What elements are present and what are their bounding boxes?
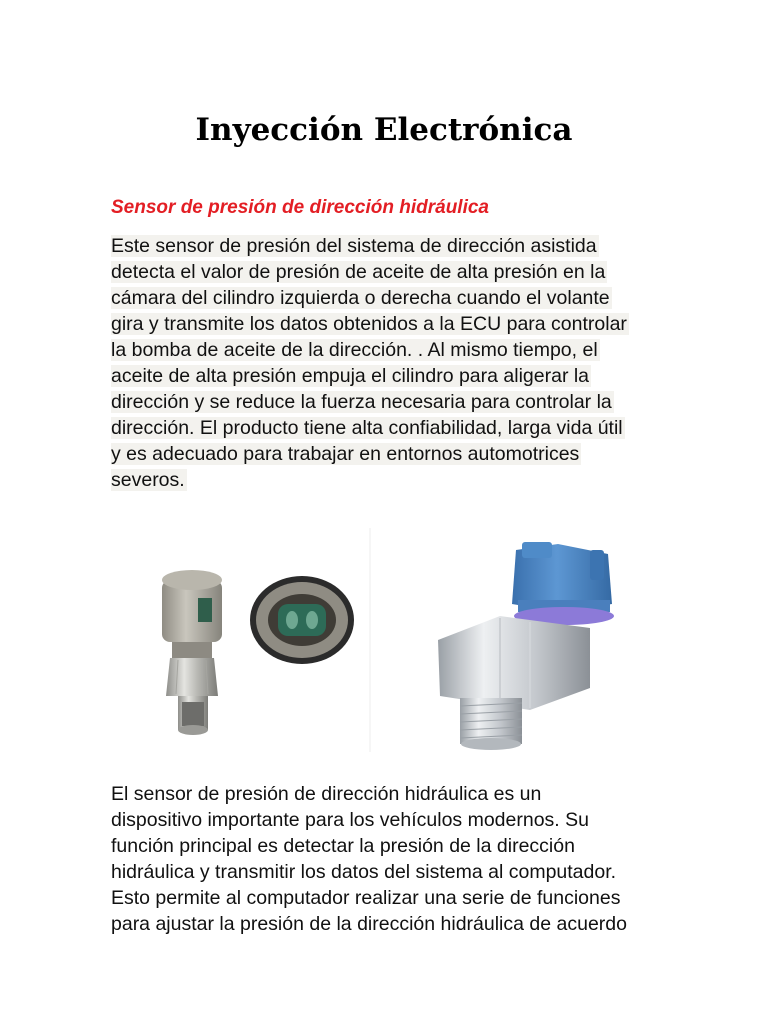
text-line: dirección. El producto tiene alta confiabilidad, larga vida útil [111,417,623,439]
text-line: gira y transmite los datos obtenidos a la ECU para controlar [111,313,627,335]
paragraph-description [111,233,671,493]
page-title: Inyección Electrónica [195,112,573,148]
text-line: función principal es detectar la presión de la dirección [111,835,575,857]
text-line: severos. [111,469,185,491]
text-line: El sensor de presión de dirección hidráulica es un [111,783,542,805]
section-heading: Sensor de presión de dirección hidráulica [111,197,489,218]
connector-face-inset-icon [250,576,354,664]
text-line: detecta el valor de presión de aceite de alta presión en la [111,261,606,283]
sensor-photos-figure [120,520,640,760]
text-line: dirección y se reduce la fuerza necesaria para controlar la [111,391,612,413]
paragraph-explanation [111,781,671,937]
text-line: la bomba de aceite de la dirección. . Al mismo tiempo, el [111,339,598,361]
text-line: Este sensor de presión del sistema de dirección asistida [111,235,597,257]
text-line: hidráulica y transmitir los datos del sistema al computador. [111,861,617,883]
text-line: dispositivo importante para los vehículos modernos. Su [111,809,589,831]
text-line: aceite de alta presión empuja el cilindro para aligerar la [111,365,590,387]
sensor-right-blue-icon [438,542,614,750]
text-line: y es adecuado para trabajar en entornos automotrices [111,443,580,465]
text-line: para ajustar la presión de la dirección hidráulica de acuerdo [111,913,627,935]
text-line: Esto permite al computador realizar una serie de funciones [111,887,621,909]
text-line: cámara del cilindro izquierda o derecha cuando el volante [111,287,610,309]
sensor-photos-illustration [120,520,640,760]
